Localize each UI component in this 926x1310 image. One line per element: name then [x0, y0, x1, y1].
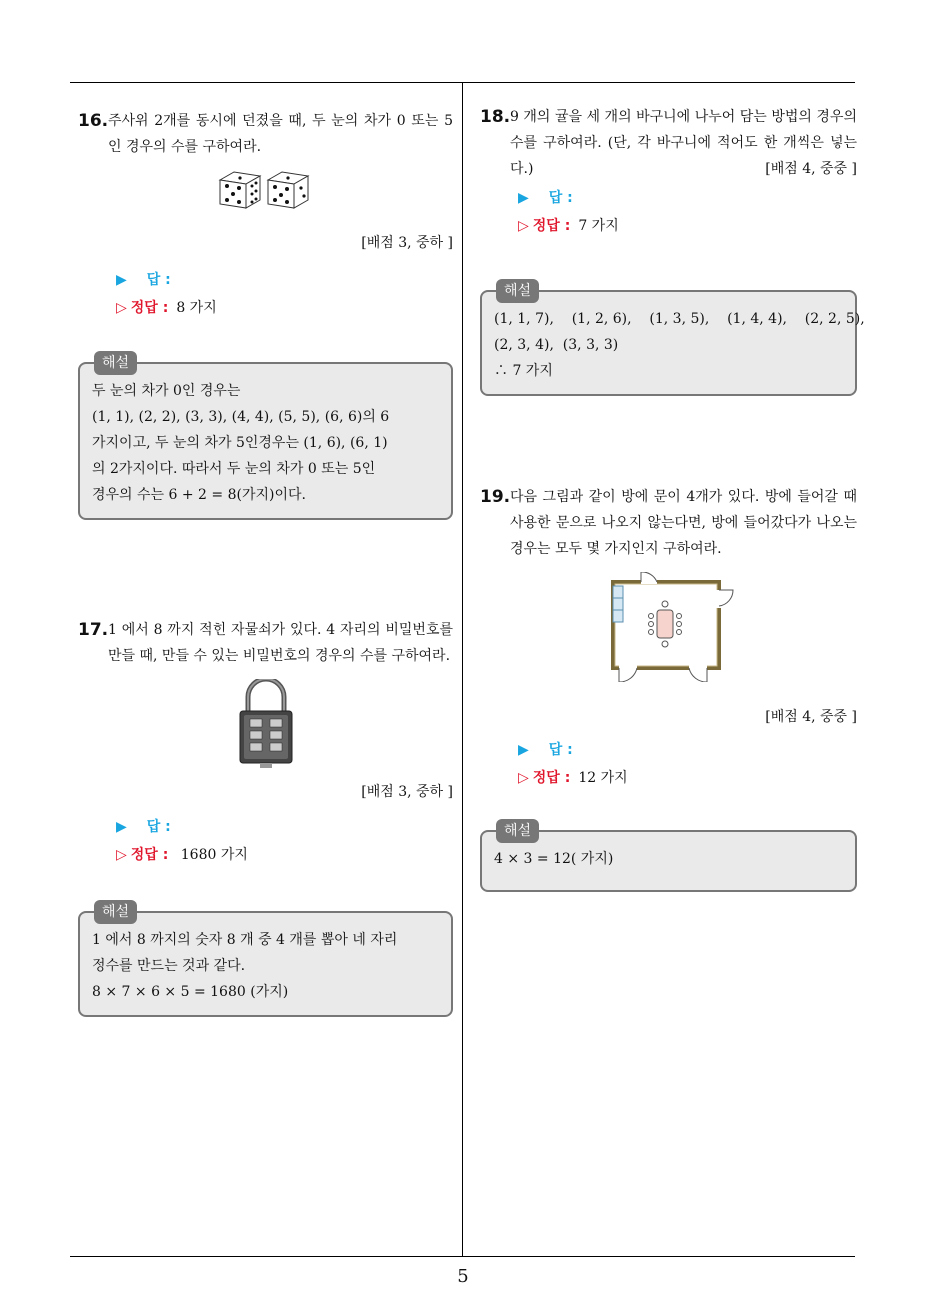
page-number: 5: [457, 1266, 469, 1287]
correct-value: 1680 가지: [176, 847, 248, 863]
solution-box: [78, 904, 453, 1017]
correct-value: 8 가지: [176, 300, 217, 316]
problem-17: [78, 617, 453, 1017]
solution-tag: 해설: [94, 900, 137, 924]
correct-answer-line: [116, 294, 453, 322]
solution-box: [480, 823, 857, 892]
solution-line: 8 × 7 × 6 × 5 = 1680 (가지): [92, 984, 289, 1000]
answer-line: [116, 813, 453, 841]
problem-text: 주사위 2개를 동시에 던졌을 때, 두 눈의 차가 0 또는 5인 경우의 수를 구하여라.: [108, 113, 453, 155]
solution-box: [480, 283, 865, 396]
room-figure: [480, 572, 857, 682]
answer-line: [116, 266, 453, 294]
lock-figure: [78, 679, 453, 769]
answer-label: 답 :: [548, 742, 573, 758]
solution-line: 가지이고, 두 눈의 차가 5인경우는 (1, 6), (6, 1): [92, 435, 388, 451]
score-label: [배점 3, 중하 ]: [361, 235, 453, 251]
correct-answer-line: [518, 212, 857, 240]
solution-line: 의 2가지이다. 따라서 두 눈의 차가 0 또는 5인: [92, 461, 376, 477]
correct-value: 12 가지: [578, 770, 628, 786]
correct-answer-line: [116, 841, 453, 869]
solution-line: ∴ 7 가지: [494, 363, 553, 379]
column-divider: [462, 82, 463, 1257]
solution-line: (1, 1, 7), (1, 2, 6), (1, 3, 5), (1, 4, 4), (2, 2, 5),: [494, 311, 865, 327]
answer-label: 답 :: [146, 272, 171, 288]
problem-number: 16.: [78, 111, 109, 131]
solution-tag: 해설: [496, 819, 539, 843]
outline-triangle-icon: ▷: [518, 218, 529, 234]
score-label: [배점 4, 중중 ]: [765, 161, 857, 177]
play-icon: ▶: [116, 272, 127, 288]
problem-number: 19.: [480, 487, 511, 507]
correct-value: 7 가지: [578, 218, 619, 234]
solution-line: (1, 1), (2, 2), (3, 3), (4, 4), (5, 5), (6, 6)의 6: [92, 409, 390, 425]
play-icon: ▶: [518, 742, 529, 758]
dice-icon: [216, 168, 316, 212]
solution-line: 두 눈의 차가 0인 경우는: [92, 383, 241, 399]
problem-text: 9 개의 귤을 세 개의 바구니에 나누어 담는 방법의 경우의 수를 구하여라. (단, 각 바구니에 적어도 한 개씩은 넣는다.): [510, 109, 857, 177]
answer-label: 답 :: [146, 819, 171, 835]
correct-label: 정답 :: [532, 770, 571, 786]
problem-number: 17.: [78, 620, 109, 640]
outline-triangle-icon: ▷: [116, 300, 127, 316]
problem-text: 1 에서 8 까지 적힌 자물쇠가 있다. 4 자리의 비밀번호를 만들 때, 만들 수 있는 비밀번호의 경우의 수를 구하여라.: [108, 622, 453, 664]
solution-box: [78, 355, 453, 520]
solution-tag: 해설: [94, 351, 137, 375]
correct-label: 정답 :: [130, 847, 169, 863]
problem-text: 다음 그림과 같이 방에 문이 4개가 있다. 방에 들어갈 때 사용한 문으로 나오지 않는다면, 방에 들어갔다가 나오는 경우는 모두 몇 가지인지 구하여라.: [510, 489, 857, 557]
bottom-rule: [70, 1256, 855, 1257]
problem-16: [78, 108, 453, 520]
dice-figure: [78, 168, 453, 212]
answer-line: [518, 184, 857, 212]
solution-line: 1 에서 8 까지의 숫자 8 개 중 4 개를 뽑아 네 자리: [92, 932, 398, 948]
correct-label: 정답 :: [532, 218, 571, 234]
problem-18: [480, 104, 865, 396]
correct-answer-line: [518, 764, 857, 792]
play-icon: ▶: [116, 819, 127, 835]
room-floorplan-icon: [599, 572, 739, 682]
problem-19: [480, 484, 857, 892]
solution-line: 4 × 3 = 12( 가지): [494, 851, 614, 867]
padlock-icon: [238, 679, 294, 769]
answer-line: [518, 736, 857, 764]
play-icon: ▶: [518, 190, 529, 206]
solution-line: 정수를 만드는 것과 같다.: [92, 958, 246, 974]
solution-tag: 해설: [496, 279, 539, 303]
score-label: [배점 4, 중중 ]: [765, 709, 857, 725]
problem-number: 18.: [480, 107, 511, 127]
solution-line: 경우의 수는 6 + 2 = 8(가지)이다.: [92, 487, 306, 503]
outline-triangle-icon: ▷: [116, 847, 127, 863]
answer-label: 답 :: [548, 190, 573, 206]
solution-line: (2, 3, 4), (3, 3, 3): [494, 337, 619, 353]
outline-triangle-icon: ▷: [518, 770, 529, 786]
correct-label: 정답 :: [130, 300, 169, 316]
score-label: [배점 3, 중하 ]: [361, 784, 453, 800]
